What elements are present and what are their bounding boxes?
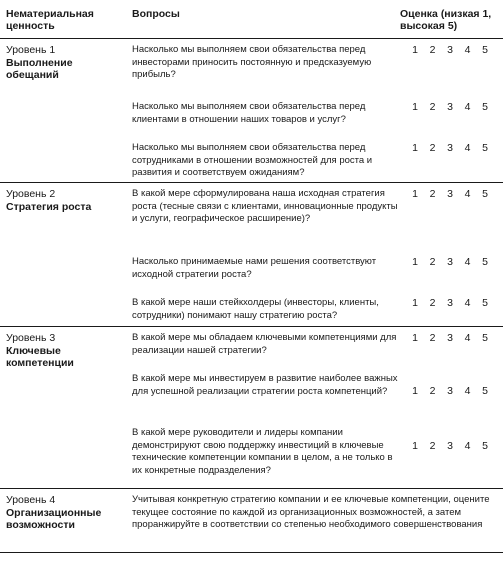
level-1-name: Выполнение обещаний (6, 56, 73, 81)
rating-option[interactable]: 3 (447, 332, 453, 344)
rating-option[interactable]: 4 (464, 188, 471, 200)
header-questions: Вопросы (132, 8, 180, 20)
rating-option[interactable]: 5 (482, 256, 488, 268)
rating-option[interactable]: 3 (447, 256, 453, 268)
rating-option[interactable]: 2 (429, 256, 436, 268)
rating-option[interactable]: 2 (429, 385, 436, 397)
rating-option[interactable]: 3 (447, 297, 453, 309)
rating-option[interactable]: 1 (412, 440, 418, 452)
rating-option[interactable]: 3 (447, 188, 453, 200)
table-bottom-rule (0, 552, 503, 553)
rating-option[interactable]: 5 (482, 440, 488, 452)
level-4-instruction: Учитывая конкретную стратегию компании и ее ключевые компетенции, оцените текущее состояние по каждой из организационных возможностей, а затем проранжируйте в соответствии со степенью необходимого совершенствования (132, 494, 490, 530)
rating-option[interactable]: 1 (412, 142, 418, 154)
rating-option[interactable]: 4 (464, 44, 471, 56)
question-2-1: В какой мере сформулирована наша исходная стратегия роста (тесные связи с клиентами, инновационные продукты и услуги, географическое расширение)? (132, 188, 398, 224)
level-3-number: Уровень 3 (6, 332, 56, 344)
rating-option[interactable]: 1 (412, 256, 418, 268)
question-2-2: Насколько принимаемые нами решения соответствуют исходной стратегии роста? (132, 256, 377, 280)
level-1-label (6, 44, 124, 82)
rating-scale-1-3 (410, 142, 490, 154)
header-intangible-value: Нематериальная ценность (6, 8, 94, 32)
question-1-3: Насколько мы выполняем свои обязательства перед сотрудниками в отношении возможностей для роста и развития и соответствуем ожиданиям? (132, 142, 373, 178)
level-4-name: Организационные возможности (6, 506, 102, 531)
rating-option[interactable]: 5 (482, 101, 488, 113)
rating-option[interactable]: 4 (464, 440, 471, 452)
rating-scale-1-2 (410, 101, 490, 113)
rating-option[interactable]: 2 (429, 101, 436, 113)
rating-scale-1-1 (410, 44, 490, 56)
level-3-name: Ключевые компетенции (6, 344, 74, 369)
rating-option[interactable]: 4 (464, 142, 471, 154)
rating-option[interactable]: 5 (482, 188, 488, 200)
rating-scale-2-3 (410, 297, 490, 309)
question-1-2: Насколько мы выполняем свои обязательства перед клиентами в отношении наших товаров и услуг? (132, 101, 366, 125)
rating-option[interactable]: 5 (482, 44, 488, 56)
row-divider (0, 182, 503, 183)
row-divider (0, 326, 503, 327)
rating-option[interactable]: 5 (482, 297, 488, 309)
question-3-2: В какой мере мы инвестируем в развитие наиболее важных для успешной реализации стратегии роста компетенций? (132, 373, 398, 397)
rating-option[interactable]: 1 (412, 188, 418, 200)
level-1-number: Уровень 1 (6, 44, 56, 56)
rating-option[interactable]: 4 (464, 385, 471, 397)
level-4-label (6, 494, 124, 532)
rating-option[interactable]: 2 (429, 297, 436, 309)
header-divider (0, 38, 503, 39)
rating-option[interactable]: 4 (464, 332, 471, 344)
rating-option[interactable]: 4 (464, 101, 471, 113)
level-2-name: Стратегия роста (6, 200, 92, 213)
rating-option[interactable]: 2 (429, 44, 436, 56)
rating-scale-3-2 (410, 385, 490, 397)
rating-option[interactable]: 1 (412, 332, 418, 344)
rating-option[interactable]: 1 (412, 101, 418, 113)
rating-option[interactable]: 2 (429, 440, 436, 452)
rating-option[interactable]: 4 (464, 256, 471, 268)
rating-option[interactable]: 3 (447, 101, 453, 113)
level-2-number: Уровень 2 (6, 188, 56, 200)
rating-option[interactable]: 1 (412, 297, 418, 309)
question-3-1: В какой мере мы обладаем ключевыми компетенциями для реализации нашей стратегии? (132, 332, 397, 356)
rating-option[interactable]: 5 (482, 142, 488, 154)
rating-option[interactable]: 3 (447, 44, 453, 56)
question-3-3: В какой мере руководители и лидеры компании демонстрируют свою поддержку инвестиций в ключевые технические компетенции компании в целом, а не только в их конкретные подразделения? (132, 427, 393, 476)
rating-scale-2-2 (410, 256, 490, 268)
rating-option[interactable]: 4 (464, 297, 471, 309)
row-divider (0, 488, 503, 489)
rating-option[interactable]: 2 (429, 142, 436, 154)
rating-option[interactable]: 3 (447, 440, 453, 452)
rating-option[interactable]: 3 (447, 385, 453, 397)
rating-option[interactable]: 1 (412, 385, 418, 397)
rating-option[interactable]: 5 (482, 332, 488, 344)
rating-option[interactable]: 1 (412, 44, 418, 56)
level-2-label (6, 188, 124, 213)
level-4-number: Уровень 4 (6, 494, 56, 506)
level-3-label (6, 332, 124, 370)
rating-option[interactable]: 3 (447, 142, 453, 154)
header-rating: Оценка (низкая 1, высокая 5) (400, 8, 492, 32)
question-2-3: В какой мере наши стейкхолдеры (инвесторы, клиенты, сотрудники) понимают нашу стратегию роста? (132, 297, 379, 321)
rating-scale-3-3 (410, 440, 490, 452)
rating-option[interactable]: 2 (429, 332, 436, 344)
rating-option[interactable]: 5 (482, 385, 488, 397)
question-1-1: Насколько мы выполняем свои обязательства перед инвесторами приносить постоянную и предсказуемую прибыль? (132, 44, 372, 80)
rating-option[interactable]: 2 (429, 188, 436, 200)
rating-scale-3-1 (410, 332, 490, 344)
rating-scale-2-1 (410, 188, 490, 200)
